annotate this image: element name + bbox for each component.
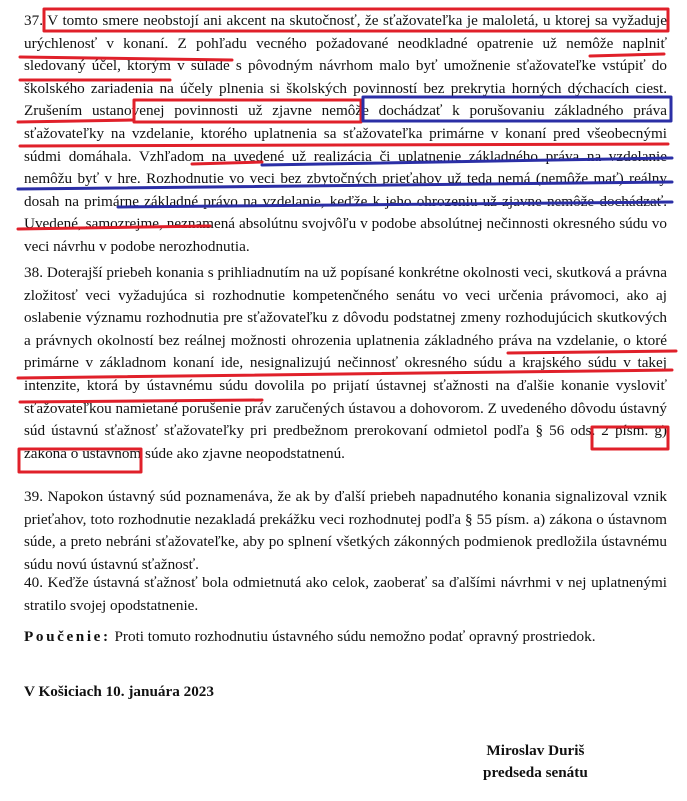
- paragraph-39: 39. Napokon ústavný súd poznamenáva, že ak by ďalší priebeh napadnutého konania signalizoval vznik prieťahov, toto rozhodnutie nezakladá prekážku veci rozhodnutej podľa § 55 písm. a) zákona o ústavnom súde, a preto nebráni sťažovateľke, aby po splnení všetkých zákonných podmienok predložila ústavnému súdu novú ústavnú sťažnosť.: [24, 488, 667, 573]
- paragraph-37: 37. V tomto smere neobstojí ani akcent na skutočnosť, že sťažovateľka je maloletá, u ktorej sa vyžaduje urýchlenosť v konaní. Z pohľadu vecného požadované neodkladné opatrenie už nemôže naplniť sledovaný účel, ktorým v súlade s pôvodným návrhom malo byť umožnenie sťažovateľke vstúpiť do školského zariadenia na účely plnenia si školských povinností bez prekrytia horných dýchacích ciest. Zrušením ustanovenej povinnosti už zjavne nemôže dochádzať k porušovaniu základného práva sťažovateľky na vzdelanie, ktorého uplatnenia sa sťažovateľka primárne v konaní pred všeobecnými súdmi domáhala. Vzhľadom na uvedené už realizácia či uplatnenie základného práva na vzdelanie nemôžu byť v hre. Rozhodnutie vo veci bez zbytočných prieťahov už teda nemá (nemôže mať) reálny dosah na primárne základné právo na vzdelanie, keďže k jeho ohrozeniu už zjavne nemôže dochádzať. Uvedené, samozrejme, neznamená absolútnu svojvôľu v podobe absolútnej nečinnosti okresného súdu vo veci návrhu v podobe nerozhodnutia.: [24, 12, 667, 255]
- instruction-text: Proti tomuto rozhodnutiu ústavného súdu nemožno podať opravný prostriedok.: [114, 628, 596, 645]
- signatory-role: predseda senátu: [483, 764, 588, 781]
- instruction-notice: [24, 627, 667, 647]
- place-and-date: V Košiciach 10. januára 2023: [24, 683, 214, 700]
- paragraph-40: 40. Keďže ústavná sťažnosť bola odmietnutá ako celok, zaoberať sa ďalšími návrhmi v nej uplatnenými stratilo svojej opodstatnenie.: [24, 574, 667, 614]
- instruction-label: Poučenie:: [24, 628, 111, 645]
- signature-block: [483, 740, 588, 784]
- signatory-name: Miroslav Duriš: [486, 742, 585, 759]
- paragraph-38: 38. Doterajší priebeh konania s prihliadnutím na už popísané konkrétne okolnosti veci, skutková a právna zložitosť veci vyžadujúca si rozhodnutie kompetenčného senátu vo veci určenia právomoci, ako aj oslabenie významu rozhodnutia pre sťažovateľku z dôvodu podstatnej zmeny rozhodujúcich skutkových a právnych okolností bez reálnej možnosti ohrozenia uplatnenia základného práva na vzdelanie, o ktoré primárne v základnom konaní ide, nesignalizujú nečinnosť okresného súdu a krajského súdu v takej intenzite, ktorá by ústavnému súdu dovolila po prijatí ústavnej sťažnosti na ďalšie konanie vysloviť sťažovateľkou namietané porušenie práv zaručených ústavou a dohovorom. Z uvedeného dôvodu ústavný súd ústavnú sťažnosť sťažovateľky pri predbežnom prerokovaní odmietol podľa § 56 ods. 2 písm. g) zákona o ústavnom súde ako zjavne neopodstatnenú.: [24, 264, 667, 462]
